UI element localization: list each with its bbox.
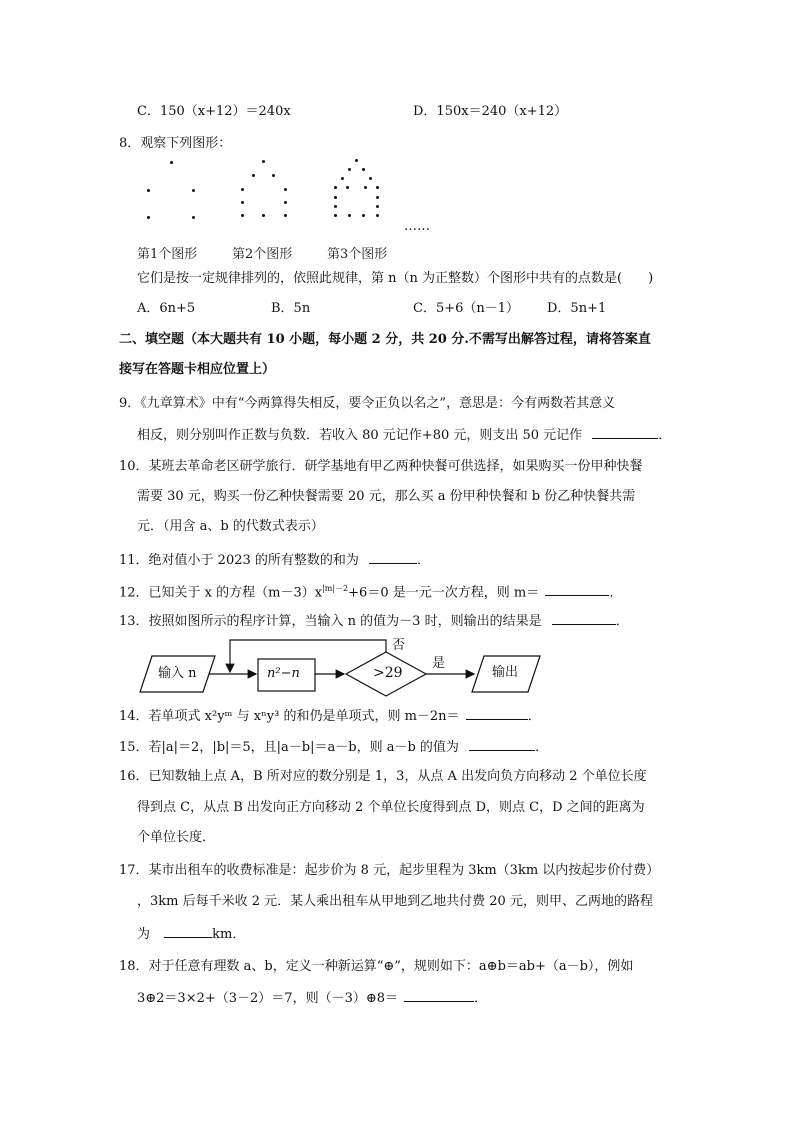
answer-blank[interactable] [469,737,535,751]
flow-decision-label: >29 [373,665,403,681]
q11-line: 11．绝对值小于 2023 的所有整数的和为 ． [119,550,430,570]
q18-line2: 3⊕2＝3×2+（3－2）＝7，则（－3）⊕8＝ ． [137,988,487,1008]
q8-ellipsis: …… [404,219,430,234]
q18-line1: 18．对于任意有理数 a、b，定义一种新运算“⊕”，规则如下：a⊕b＝ab+（a－b），例如 [119,959,634,974]
q13-line: 13．按照如图所示的程序计算，当输入 n 的值为－3 时，则输出的结果是 ． [119,611,629,631]
flow-process-label: n²−n [267,666,300,681]
fig-label-1: 第1个图形 [137,247,198,262]
flow-input-label: 输入 n [158,666,197,681]
flow-no-label: 否 [392,638,406,653]
q14-line: 14．若单项式 x²yᵐ 与 xⁿy³ 的和仍是单项式，则 m－2n＝ ． [119,706,541,726]
answer-blank[interactable] [466,706,528,720]
q8-option-d: D．5n+1 [547,301,607,316]
q9-line1: 9．《九章算术》中有“今两算得失相反，要令正负以名之”，意思是：今有两数若其意义 [119,396,616,411]
q10-line3: 元．（用含 a、b 的代数式表示） [137,519,324,534]
q8-option-c: C．5+6（n－1） [413,301,520,316]
q17-line3: 为 km． [137,924,245,944]
q8-option-a: A．6n+5 [137,301,196,316]
q12-line: 12．已知关于 x 的方程$(m-3)x^{|m|-2}+6=0$ 是一元一次方程，则 m＝ ． [119,584,623,601]
fig-label-2: 第2个图形 [232,247,293,262]
flow-yes-label: 是 [432,656,446,671]
flow-loop-arrow [230,640,386,672]
q17-line2: ，3km 后每千米收 2 元．某人乘出租车从甲地到乙地共付费 20 元，则甲、乙两地的路程 [137,894,653,909]
answer-blank[interactable] [404,988,474,1002]
q7-option-c: C．150（x+12）＝240x [137,104,291,119]
section-heading-line1: 二、填空题（本大题共有 10 小题，每小题 2 分，共 20 分.不需写出解答过程，请将答案直 [119,332,651,347]
q8-option-b: B．5n [271,301,311,316]
q16-line3: 个单位长度． [137,830,216,845]
q16-line2: 得到点 C，从点 B 出发向正方向移动 2 个单位长度得到点 D，则点 C，D 之间的距离为 [137,800,645,815]
q7-option-d: D．150x＝240（x+12） [413,104,568,119]
q17-line1: 17．某市出租车的收费标准是：起步价为 8 元，起步里程为 3km（3km 以内按起步价付费） [119,863,660,878]
flow-output-label: 输出 [492,665,519,680]
q8-question: 它们是按一定规律排列的，依照此规律，第 n（n 为正整数）个图形中共有的点数是( ) [137,271,654,286]
q10-line2: 需要 30 元，购买一份乙种快餐需要 20 元，那么买 a 份甲种快餐和 b 份乙种快餐共需 [137,489,636,504]
section-heading-line2: 接写在答题卡相应位置上） [119,362,276,377]
answer-blank[interactable] [164,924,212,938]
fig-label-3: 第3个图形 [327,247,388,262]
q16-line1: 16．已知数轴上点 A，B 所对应的数分别是 1，3，从点 A 出发向负方向移动 2 个单位长度 [119,769,647,784]
q9-line2: 相反，则分别叫作正数与负数．若收入 80 元记作+80 元，则支出 50 元记作 ． [137,425,671,445]
q8-stem: 8．观察下列图形： [119,136,232,151]
q10-line1: 10．某班去革命老区研学旅行．研学基地有甲乙两种快餐可供选择，如果购买一份甲种快餐 [119,459,643,474]
q15-line: 15．若|a|＝2，|b|＝5，且|a－b|＝a－b，则 a－b 的值为 ． [119,737,548,757]
